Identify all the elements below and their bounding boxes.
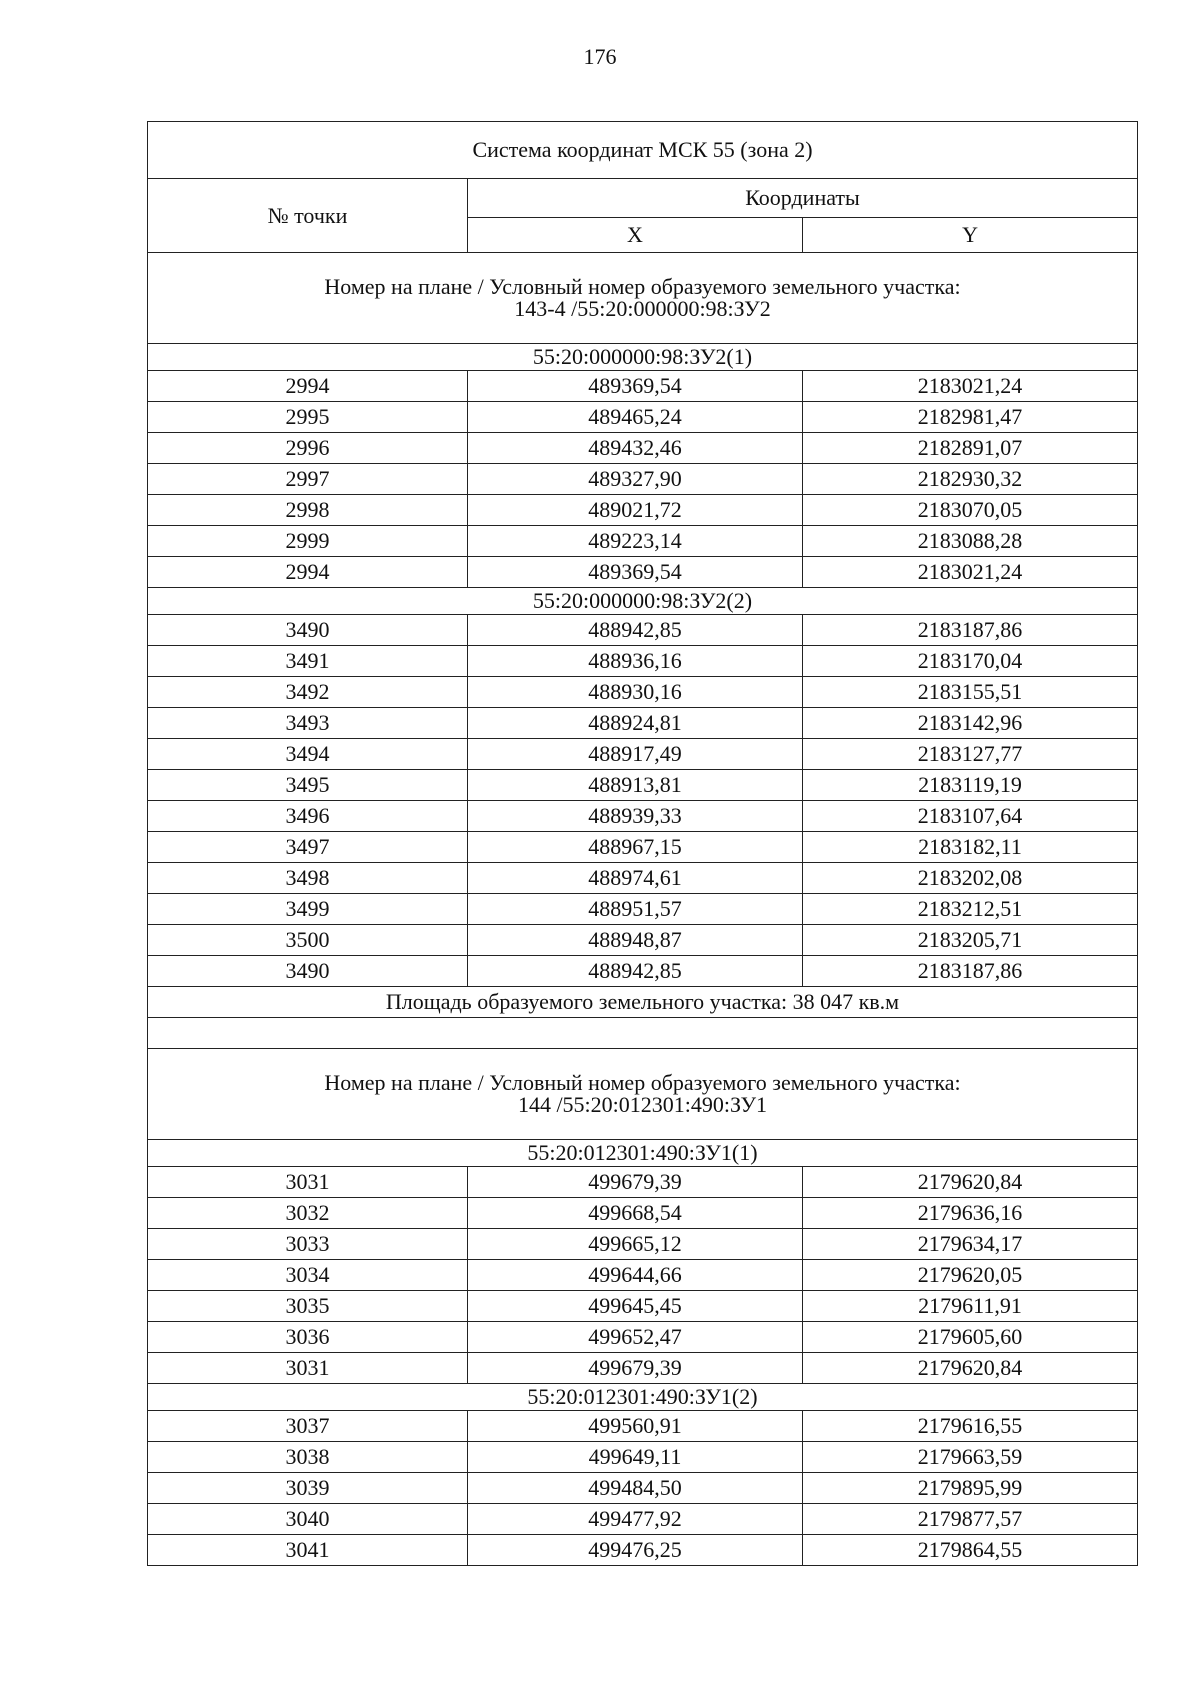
part-label-row [148,1140,1138,1167]
point-number: 3036 [148,1322,468,1353]
table-row [148,925,1138,956]
table-row [148,1473,1138,1504]
table-row [148,1442,1138,1473]
point-number: 3494 [148,739,468,770]
x-coordinate: 499476,25 [468,1535,803,1566]
area-row [148,987,1138,1018]
x-coordinate: 489223,14 [468,526,803,557]
table-row [148,1411,1138,1442]
y-coordinate: 2183187,86 [803,615,1138,646]
y-coordinate: 2183170,04 [803,646,1138,677]
plot-header-row [148,253,1138,344]
point-number: 3490 [148,956,468,987]
table-row [148,402,1138,433]
table-row [148,615,1138,646]
point-number: 3040 [148,1504,468,1535]
point-number: 3498 [148,863,468,894]
point-number: 3496 [148,801,468,832]
y-coordinate: 2179663,59 [803,1442,1138,1473]
point-number: 2999 [148,526,468,557]
x-coordinate: 489369,54 [468,371,803,402]
x-coordinate: 488974,61 [468,863,803,894]
y-coordinate: 2179611,91 [803,1291,1138,1322]
y-coordinate: 2183119,19 [803,770,1138,801]
x-coordinate: 488913,81 [468,770,803,801]
y-coordinate: 2183107,64 [803,801,1138,832]
part-label: 55:20:012301:490:ЗУ1(1) [148,1140,1138,1167]
x-coordinate: 499668,54 [468,1198,803,1229]
point-number: 2998 [148,495,468,526]
x-coordinate: 499477,92 [468,1504,803,1535]
spacer-cell [148,1018,1138,1049]
point-number: 3491 [148,646,468,677]
part-label-row [148,588,1138,615]
x-coordinate: 499484,50 [468,1473,803,1504]
plot-cadastral-number: 143-4 /55:20:000000:98:ЗУ2 [514,296,771,321]
point-number: 3492 [148,677,468,708]
system-row [148,122,1138,179]
table-row [148,433,1138,464]
point-number: 2997 [148,464,468,495]
x-coordinate: 489369,54 [468,557,803,588]
y-coordinate: 2179636,16 [803,1198,1138,1229]
x-coordinate: 488942,85 [468,956,803,987]
y-coordinate: 2183021,24 [803,557,1138,588]
y-coordinate: 2179895,99 [803,1473,1138,1504]
y-coordinate: 2182930,32 [803,464,1138,495]
y-coordinate: 2179620,05 [803,1260,1138,1291]
x-coordinate: 499665,12 [468,1229,803,1260]
x-coordinate: 499649,11 [468,1442,803,1473]
x-coordinate: 488951,57 [468,894,803,925]
x-coordinate: 488967,15 [468,832,803,863]
plot-header [148,253,1138,344]
y-coordinate: 2179616,55 [803,1411,1138,1442]
table-row [148,526,1138,557]
table-row [148,894,1138,925]
point-number: 2996 [148,433,468,464]
x-coordinate: 489327,90 [468,464,803,495]
plot-header-line1: Номер на плане / Условный номер образуемого земельного участка: [324,274,961,299]
page-number: 176 [583,44,617,69]
y-coordinate: 2179605,60 [803,1322,1138,1353]
table-row [148,371,1138,402]
x-coordinate: 499645,45 [468,1291,803,1322]
point-number: 3497 [148,832,468,863]
x-coordinate: 499644,66 [468,1260,803,1291]
point-number: 3490 [148,615,468,646]
x-coordinate: 488942,85 [468,615,803,646]
x-coordinate: 489465,24 [468,402,803,433]
table-row [148,956,1138,987]
point-number: 3495 [148,770,468,801]
table-row [148,770,1138,801]
y-coordinate: 2183205,71 [803,925,1138,956]
x-coordinate: 488930,16 [468,677,803,708]
y-coordinate: 2183202,08 [803,863,1138,894]
part-label: 55:20:012301:490:ЗУ1(2) [148,1384,1138,1411]
table-row [148,1291,1138,1322]
plot-header-row [148,1049,1138,1140]
point-number: 3499 [148,894,468,925]
spacer-row [148,1018,1138,1049]
point-number: 3039 [148,1473,468,1504]
coordinates-table-body [148,122,1138,1566]
table-row [148,739,1138,770]
point-number: 2995 [148,402,468,433]
table-row [148,832,1138,863]
point-number: 3038 [148,1442,468,1473]
y-header: Y [803,218,1138,253]
table-row [148,1167,1138,1198]
plot-header [148,1049,1138,1140]
x-coordinate: 488948,87 [468,925,803,956]
table-row [148,1322,1138,1353]
y-coordinate: 2179620,84 [803,1353,1138,1384]
point-number: 3035 [148,1291,468,1322]
plot-header-line1: Номер на плане / Условный номер образуемого земельного участка: [324,1070,961,1095]
point-number: 3033 [148,1229,468,1260]
table-row [148,1535,1138,1566]
point-number: 3041 [148,1535,468,1566]
x-coordinate: 499652,47 [468,1322,803,1353]
y-coordinate: 2183021,24 [803,371,1138,402]
point-number: 2994 [148,557,468,588]
x-coordinate: 489021,72 [468,495,803,526]
y-coordinate: 2182891,07 [803,433,1138,464]
y-coordinate: 2183212,51 [803,894,1138,925]
part-label: 55:20:000000:98:ЗУ2(1) [148,344,1138,371]
point-number: 3031 [148,1353,468,1384]
x-coordinate: 489432,46 [468,433,803,464]
point-number: 3032 [148,1198,468,1229]
y-coordinate: 2183070,05 [803,495,1138,526]
x-coordinate: 499679,39 [468,1353,803,1384]
coordinate-system-title: Система координат МСК 55 (зона 2) [148,122,1138,179]
table-row [148,464,1138,495]
x-coordinate: 499560,91 [468,1411,803,1442]
x-coordinate: 488917,49 [468,739,803,770]
point-number: 3037 [148,1411,468,1442]
y-coordinate: 2179877,57 [803,1504,1138,1535]
y-coordinate: 2183155,51 [803,677,1138,708]
table-row [148,1229,1138,1260]
y-coordinate: 2179634,17 [803,1229,1138,1260]
table-row [148,557,1138,588]
x-header: X [468,218,803,253]
part-label-row [148,344,1138,371]
coordinates-table [147,121,1138,1566]
x-coordinate: 488924,81 [468,708,803,739]
point-number: 3493 [148,708,468,739]
table-row [148,677,1138,708]
table-row [148,708,1138,739]
header-row [148,179,1138,218]
x-coordinate: 499679,39 [468,1167,803,1198]
plot-cadastral-number: 144 /55:20:012301:490:ЗУ1 [517,1092,768,1117]
y-coordinate: 2179864,55 [803,1535,1138,1566]
table-row [148,646,1138,677]
table-row [148,1198,1138,1229]
table-row [148,495,1138,526]
table-row [148,801,1138,832]
y-coordinate: 2182981,47 [803,402,1138,433]
table-row [148,1260,1138,1291]
part-label-row [148,1384,1138,1411]
x-coordinate: 488939,33 [468,801,803,832]
y-coordinate: 2183127,77 [803,739,1138,770]
point-number-header: № точки [148,179,468,253]
coordinates-header: Координаты [468,179,1138,218]
table-row [148,863,1138,894]
point-number: 3500 [148,925,468,956]
point-number: 2994 [148,371,468,402]
y-coordinate: 2183187,86 [803,956,1138,987]
y-coordinate: 2179620,84 [803,1167,1138,1198]
y-coordinate: 2183182,11 [803,832,1138,863]
part-label: 55:20:000000:98:ЗУ2(2) [148,588,1138,615]
y-coordinate: 2183088,28 [803,526,1138,557]
point-number: 3031 [148,1167,468,1198]
x-coordinate: 488936,16 [468,646,803,677]
plot-area: Площадь образуемого земельного участка: 38 047 кв.м [148,987,1138,1018]
y-coordinate: 2183142,96 [803,708,1138,739]
table-row [148,1353,1138,1384]
table-row [148,1504,1138,1535]
point-number: 3034 [148,1260,468,1291]
